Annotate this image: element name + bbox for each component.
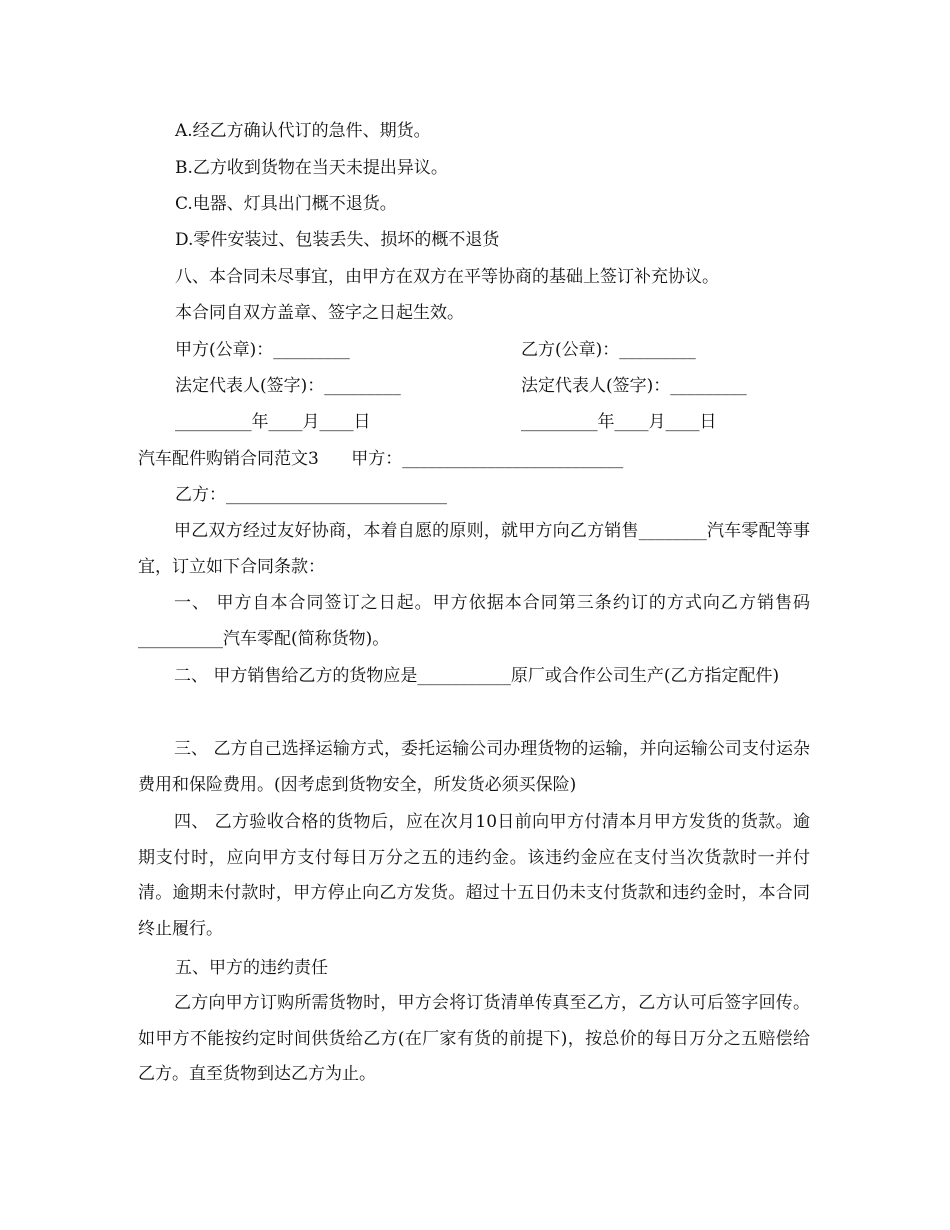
contract3-title-line: 汽车配件购销合同范文3 甲方：__________________________ bbox=[138, 449, 624, 469]
clause-5-body: 乙方向甲方订购所需货物时，甲方会将订货清单传真至乙方，乙方认可后签字回传。如甲方不能按约定时间供货给乙方(在厂家有货的前提下)，按总价的每日万分之五赔偿给乙方。直至货物到达乙方为止。 bbox=[138, 993, 810, 1084]
party-a-date: _________年____月____日 bbox=[175, 412, 371, 432]
item-a: A.经乙方确认代订的急件、期货。 bbox=[175, 121, 431, 141]
party-b-seal: 乙方(公章)：_________ bbox=[521, 340, 696, 360]
clause-3: 三、 乙方自己选择运输方式，委托运输公司办理货物的运输，并向运输公司支付运杂费用和保险费用。(因考虑到货物安全，所发货必须买保险) bbox=[138, 739, 810, 795]
clause-4: 四、 乙方验收合格的货物后，应在次月10日前向甲方付清本月甲方发货的货款。逾期支付时，应向甲方支付每日万分之五的违约金。该违约金应在支付当次货款时一并付清。逾期未付款时，甲方停止向乙方发货。超过十五日仍未支付货款和违约金时，本合同终止履行。 bbox=[138, 812, 810, 939]
clause-2: 二、 甲方销售给乙方的货物应是___________原厂或合作公司生产(乙方指定配件) bbox=[174, 666, 780, 686]
item-c: C.电器、灯具出门概不退货。 bbox=[175, 194, 397, 214]
clause-5-title: 五、甲方的违约责任 bbox=[175, 958, 328, 978]
party-a-seal: 甲方(公章)：_________ bbox=[175, 340, 350, 360]
clause-8: 八、本合同未尽事宜，由甲方在双方在平等协商的基础上签订补充协议。 bbox=[175, 267, 719, 287]
party-a-representative: 法定代表人(签字)：_________ bbox=[175, 376, 401, 396]
item-b: B.乙方收到货物在当天未提出异议。 bbox=[175, 158, 448, 178]
clause-1: 一、 甲方自本合同签订之日起。甲方依据本合同第三条约订的方式向乙方销售码__________汽车零配(简称货物)。 bbox=[138, 593, 810, 649]
party-b-date: _________年____月____日 bbox=[521, 412, 717, 432]
effective-clause: 本合同自双方盖章、签字之日起生效。 bbox=[175, 303, 464, 323]
contract3-intro: 甲乙双方经过友好协商，本着自愿的原则，就甲方向乙方销售________汽车零配等事宜，订立如下合同条款： bbox=[138, 521, 810, 577]
item-d: D.零件安装过、包装丢失、损坏的概不退货 bbox=[175, 230, 500, 250]
party-b-representative: 法定代表人(签字)：_________ bbox=[521, 376, 747, 396]
contract3-party-b: 乙方：__________________________ bbox=[175, 485, 447, 505]
